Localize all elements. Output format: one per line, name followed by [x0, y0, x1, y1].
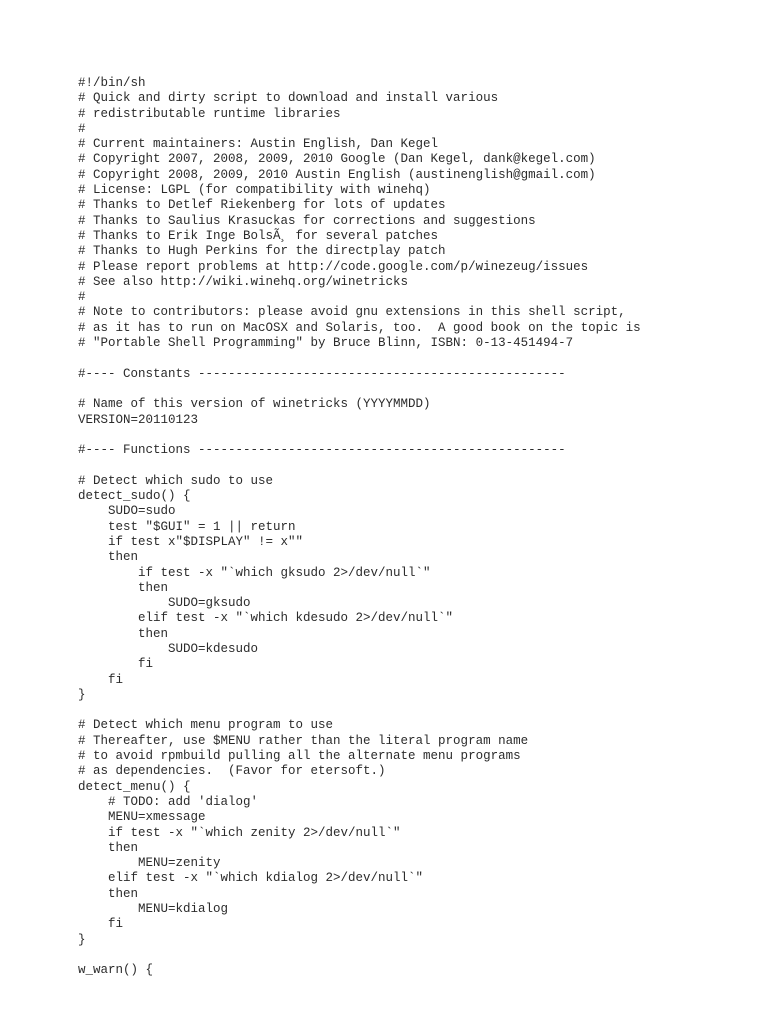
code-line: # as dependencies. (Favor for etersoft.)	[78, 764, 386, 779]
code-line: if test x"$DISPLAY" != x""	[78, 534, 304, 549]
code-line: MENU=kdialog	[78, 902, 229, 917]
code-line: detect_sudo() {	[78, 489, 191, 504]
code-line: # as it has to run on MacOSX and Solaris, too. A good book on the topic is	[78, 320, 641, 335]
code-line: # Current maintainers: Austin English, Dan Kegel	[78, 137, 439, 152]
code-line: fi	[78, 917, 124, 932]
code-line: # Detect which sudo to use	[78, 473, 274, 488]
code-line: then	[78, 886, 139, 901]
code-line: SUDO=sudo	[78, 504, 176, 519]
code-line	[78, 428, 758, 443]
code-line: if test -x "`which zenity 2>/dev/null`"	[78, 825, 401, 840]
script-listing	[78, 76, 758, 979]
code-line	[78, 351, 758, 366]
code-line: }	[78, 932, 86, 947]
code-line: #---- Functions -------------------------------------------------	[78, 443, 566, 458]
code-line: SUDO=gksudo	[78, 596, 251, 611]
code-line: elif test -x "`which kdesudo 2>/dev/null`"	[78, 611, 454, 626]
code-line: #	[78, 290, 86, 305]
code-line: # TODO: add 'dialog'	[78, 794, 259, 809]
code-line: # Detect which menu program to use	[78, 718, 334, 733]
code-line: fi	[78, 672, 124, 687]
code-line: SUDO=kdesudo	[78, 641, 259, 656]
code-line: # Note to contributors: please avoid gnu extensions in this shell script,	[78, 305, 626, 320]
code-line: MENU=zenity	[78, 856, 221, 871]
code-line: # License: LGPL (for compatibility with winehq)	[78, 183, 431, 198]
code-line: w_warn() {	[78, 963, 154, 978]
code-line: detect_menu() {	[78, 779, 191, 794]
code-line: # Thanks to Erik Inge BolsÃ¸ for several patches	[78, 228, 439, 243]
code-line: }	[78, 687, 86, 702]
code-line: # Thanks to Saulius Krasuckas for corrections and suggestions	[78, 213, 536, 228]
code-line: fi	[78, 657, 154, 672]
code-line: elif test -x "`which kdialog 2>/dev/null`"	[78, 871, 424, 886]
code-line	[78, 382, 758, 397]
code-line: #	[78, 121, 86, 136]
code-line: #---- Constants -------------------------------------------------	[78, 366, 566, 381]
code-line: if test -x "`which gksudo 2>/dev/null`"	[78, 565, 431, 580]
code-line: # Thereafter, use $MENU rather than the literal program name	[78, 733, 529, 748]
code-line: then	[78, 550, 139, 565]
code-line	[78, 458, 758, 473]
code-line: # Thanks to Detlef Riekenberg for lots of updates	[78, 198, 446, 213]
code-line: # "Portable Shell Programming" by Bruce Blinn, ISBN: 0-13-451494-7	[78, 336, 574, 351]
code-line	[78, 703, 758, 718]
code-line: MENU=xmessage	[78, 810, 206, 825]
code-line: then	[78, 626, 169, 641]
code-line	[78, 948, 758, 963]
code-line: # See also http://wiki.winehq.org/winetricks	[78, 274, 409, 289]
code-line: # redistributable runtime libraries	[78, 106, 341, 121]
code-line: #!/bin/sh	[78, 76, 146, 90]
code-line: # Please report problems at http://code.google.com/p/winezeug/issues	[78, 259, 589, 274]
code-line: # Name of this version of winetricks (YYYYMMDD)	[78, 397, 431, 412]
code-line: # Copyright 2007, 2008, 2009, 2010 Google (Dan Kegel, dank@kegel.com)	[78, 152, 596, 167]
code-line: # to avoid rpmbuild pulling all the alternate menu programs	[78, 749, 521, 764]
code-line: test "$GUI" = 1 || return	[78, 519, 296, 534]
code-line: # Quick and dirty script to download and install various	[78, 91, 499, 106]
code-line: then	[78, 580, 169, 595]
code-line: VERSION=20110123	[78, 412, 199, 427]
code-line: # Copyright 2008, 2009, 2010 Austin English (austinenglish@gmail.com)	[78, 167, 596, 182]
code-line: then	[78, 840, 139, 855]
code-line: # Thanks to Hugh Perkins for the directplay patch	[78, 244, 446, 259]
